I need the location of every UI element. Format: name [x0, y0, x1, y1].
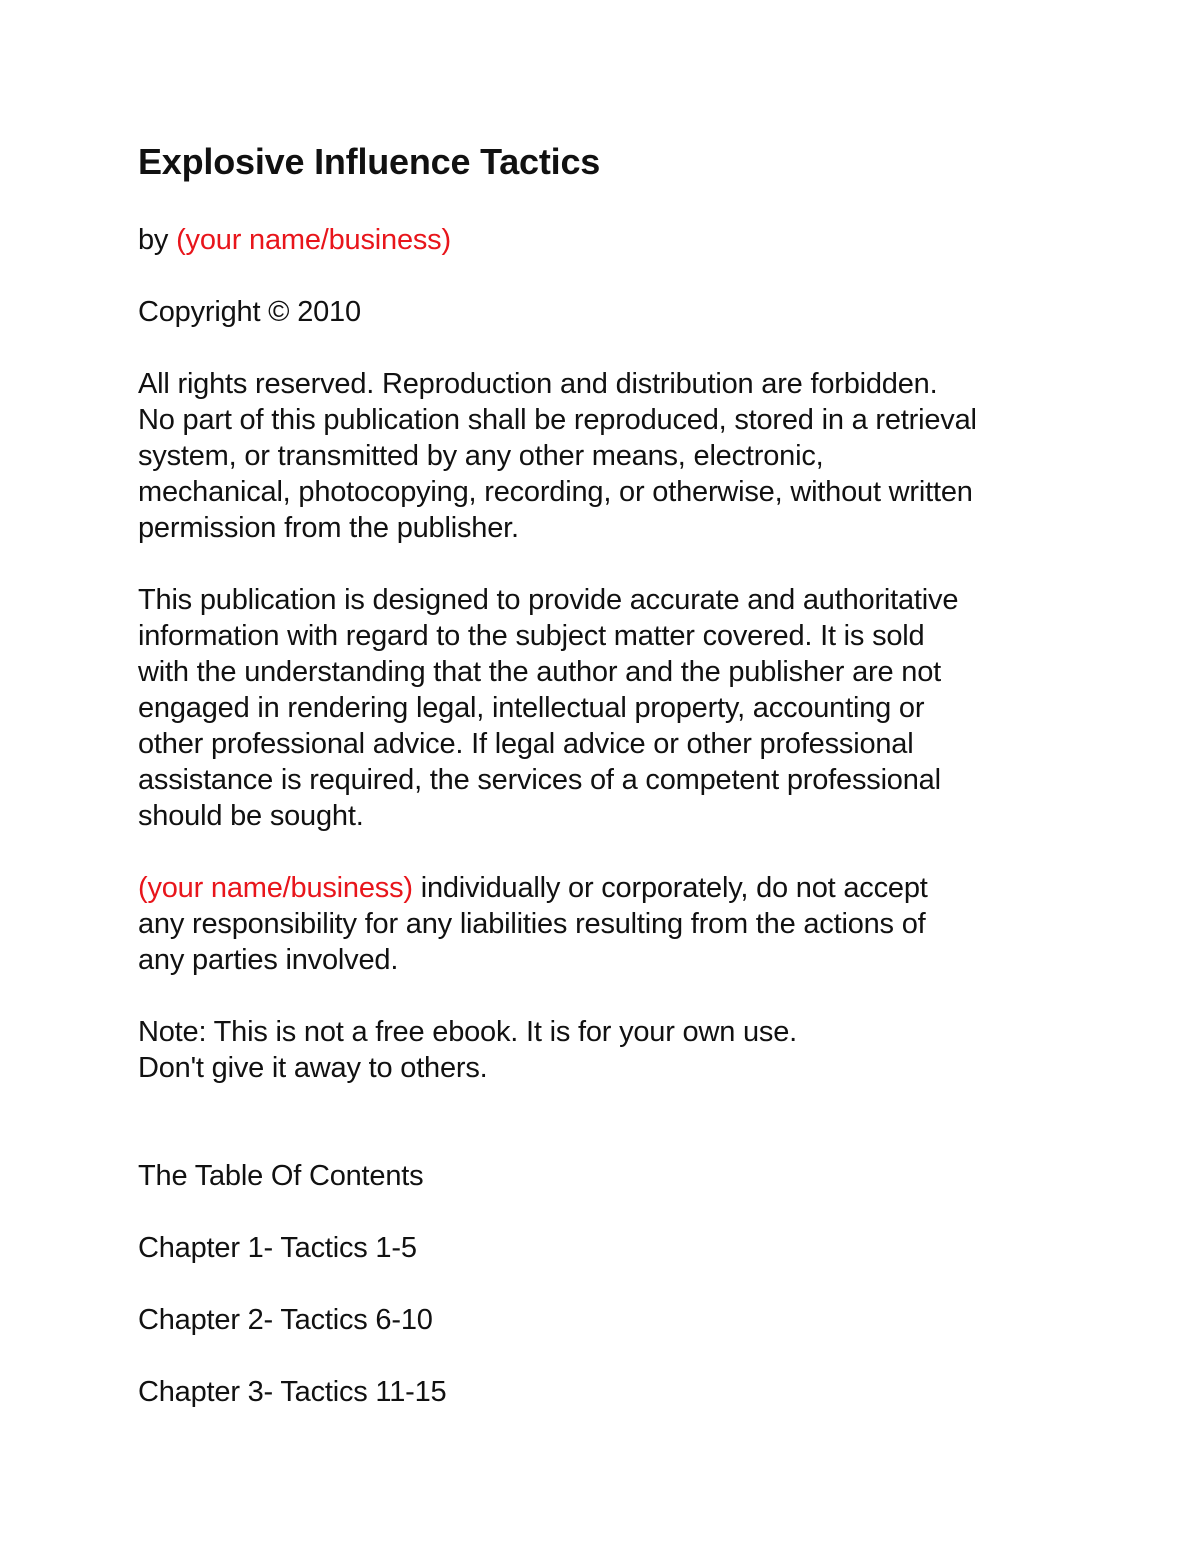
- disclaimer-line: with the understanding that the author and the publisher are not: [138, 656, 941, 688]
- disclaimer-line: information with regard to the subject matter covered. It is sold: [138, 620, 925, 652]
- note-line: Don't give it away to others.: [138, 1052, 488, 1084]
- liability-line: any parties involved.: [138, 944, 399, 976]
- rights-line: All rights reserved. Reproduction and distribution are forbidden.: [138, 368, 938, 400]
- liability-placeholder: (your name/business): [138, 872, 413, 904]
- rights-line: mechanical, photocopying, recording, or otherwise, without written: [138, 476, 973, 508]
- toc-item-chapter-2[interactable]: Chapter 2- Tactics 6-10: [138, 1304, 433, 1336]
- byline-prefix: by: [138, 224, 177, 256]
- toc-item-chapter-1[interactable]: Chapter 1- Tactics 1-5: [138, 1232, 417, 1264]
- copyright-line: Copyright © 2010: [138, 296, 361, 328]
- toc-item-chapter-3[interactable]: Chapter 3- Tactics 11-15: [138, 1376, 447, 1408]
- disclaimer-line: other professional advice. If legal advice or other professional: [138, 728, 914, 760]
- document-title: Explosive Influence Tactics: [138, 141, 601, 182]
- toc-heading: The Table Of Contents: [138, 1160, 424, 1192]
- disclaimer-line: This publication is designed to provide accurate and authoritative: [138, 584, 959, 616]
- disclaimer-line: engaged in rendering legal, intellectual property, accounting or: [138, 692, 925, 724]
- byline: [138, 222, 451, 258]
- rights-line: No part of this publication shall be reproduced, stored in a retrieval: [138, 404, 977, 436]
- liability-line-rest: individually or corporately, do not accept: [412, 872, 928, 904]
- author-placeholder: (your name/business): [176, 224, 451, 256]
- rights-line: permission from the publisher.: [138, 512, 519, 544]
- liability-line: any responsibility for any liabilities resulting from the actions of: [138, 908, 926, 940]
- disclaimer-line: should be sought.: [138, 800, 364, 832]
- liability-line: [138, 870, 928, 906]
- rights-line: system, or transmitted by any other means, electronic,: [138, 440, 824, 472]
- note-line: Note: This is not a free ebook. It is for your own use.: [138, 1016, 798, 1048]
- disclaimer-line: assistance is required, the services of a competent professional: [138, 764, 941, 796]
